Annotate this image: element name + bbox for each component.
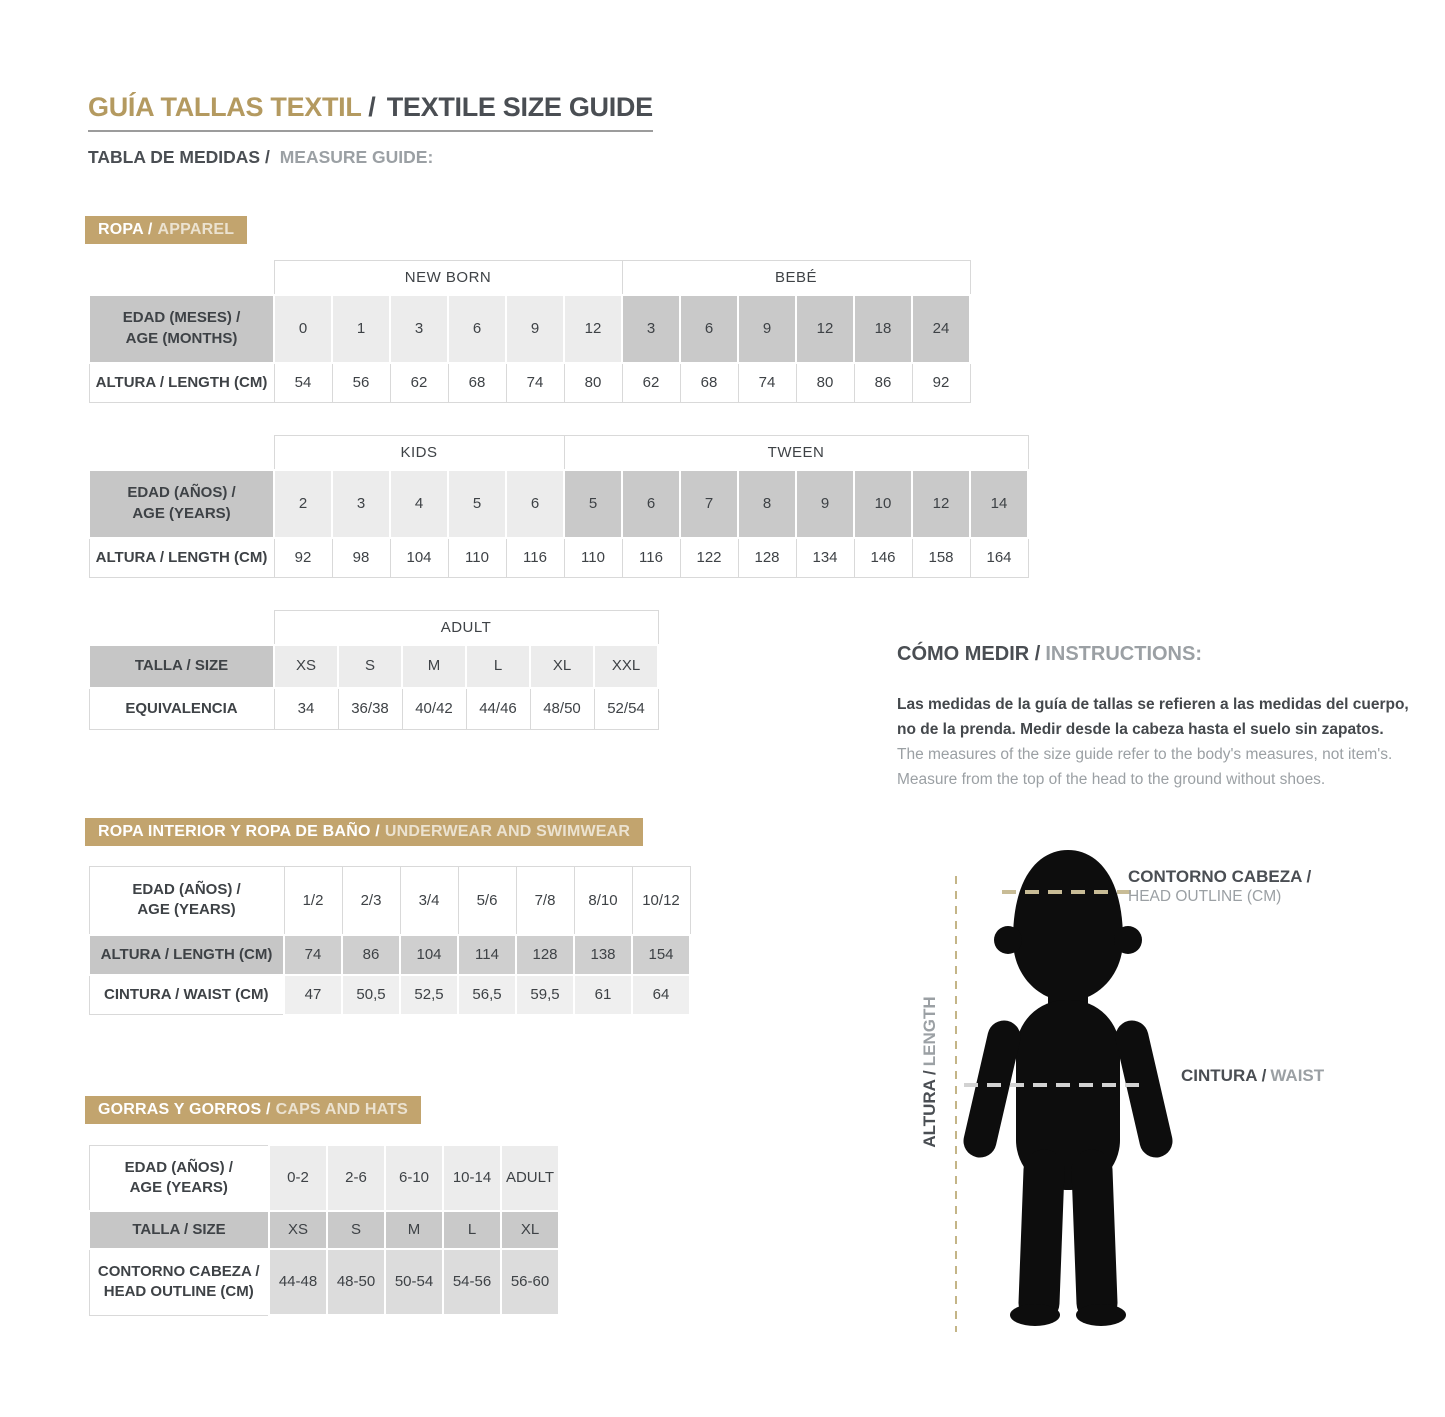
age-cell: 0-2 [269, 1145, 327, 1211]
age-cell: 9 [506, 295, 564, 363]
group-header-tween: TWEEN [564, 436, 1028, 470]
age-row-label [89, 867, 284, 935]
table-row [89, 538, 1028, 578]
age-label-en: AGE (YEARS) [137, 901, 236, 919]
underwear-table [88, 866, 691, 1016]
head-outline-cell: 50-54 [385, 1249, 443, 1315]
equivalence-cell: 48/50 [530, 688, 594, 730]
size-cell: L [466, 645, 530, 688]
equivalence-cell: 36/38 [338, 688, 402, 730]
length-cell: 80 [796, 363, 854, 403]
table-row [89, 611, 658, 645]
size-cell: XS [269, 1211, 327, 1249]
age-cell: 24 [912, 295, 970, 363]
age-row-label [89, 1145, 269, 1211]
waist-cell: 52,5 [400, 975, 458, 1015]
waist-measure-label [1181, 1066, 1324, 1086]
age-cell: 2-6 [327, 1145, 385, 1211]
waist-label-en: WAIST [1270, 1066, 1325, 1085]
spacer-cell [89, 611, 274, 645]
page-title [88, 92, 653, 132]
table-row [89, 975, 690, 1015]
underwear-badge-es: ROPA INTERIOR Y ROPA DE BAÑO / [98, 823, 380, 840]
age-cell: 9 [796, 470, 854, 538]
head-outline-row-label [89, 1249, 269, 1315]
apparel-baby-table [88, 260, 971, 403]
table-row [89, 645, 658, 688]
page-title-slash: / [368, 92, 376, 122]
equivalence-cell: 34 [274, 688, 338, 730]
length-cell: 68 [448, 363, 506, 403]
length-cell: 68 [680, 363, 738, 403]
head-outline-label-es: CONTORNO CABEZA / [97, 1263, 260, 1280]
age-cell: 3/4 [400, 867, 458, 935]
age-label-es: EDAD (AÑOS) / [124, 1158, 233, 1176]
length-cell: 86 [342, 935, 400, 975]
underwear-section-badge [85, 818, 643, 846]
length-cell: 116 [506, 538, 564, 578]
age-cell: 3 [622, 295, 680, 363]
age-cell: 8/10 [574, 867, 632, 935]
age-cell: 12 [564, 295, 622, 363]
table-row [89, 295, 970, 363]
size-cell: M [402, 645, 466, 688]
table-row [89, 1249, 559, 1315]
instructions-text [897, 692, 1445, 792]
waist-cell: 50,5 [342, 975, 400, 1015]
table-row [89, 688, 658, 730]
size-cell: S [338, 645, 402, 688]
length-cell: 138 [574, 935, 632, 975]
age-cell: 5 [564, 470, 622, 538]
age-label-es: EDAD (AÑOS) / [132, 881, 241, 898]
instructions-line-en-2: Measure from the top of the head to the ground without shoes. [897, 771, 1326, 788]
height-label-en: LENGTH [920, 996, 939, 1067]
table-row [89, 470, 1028, 538]
height-measure-label [920, 987, 940, 1157]
length-row-label: ALTURA / LENGTH (CM) [89, 538, 274, 578]
table-row [89, 261, 970, 295]
instructions-heading-es: CÓMO MEDIR / [897, 643, 1041, 665]
caps-badge-en: CAPS AND HATS [275, 1101, 409, 1118]
baby-silhouette [940, 845, 1200, 1335]
age-cell: 10 [854, 470, 912, 538]
instructions-heading [897, 643, 1445, 666]
page-title-en: TEXTILE SIZE GUIDE [386, 92, 653, 122]
age-label-es: EDAD (AÑOS) / [127, 484, 236, 502]
length-cell: 74 [738, 363, 796, 403]
waist-cell: 64 [632, 975, 690, 1015]
table-row [89, 1145, 559, 1211]
age-cell: 3 [332, 470, 390, 538]
caps-section-badge [85, 1096, 421, 1124]
length-cell: 104 [390, 538, 448, 578]
age-cell: 2 [274, 470, 332, 538]
table-row [89, 935, 690, 975]
page-subtitle-en: MEASURE GUIDE: [279, 147, 434, 167]
equivalence-row-label: EQUIVALENCIA [89, 688, 274, 730]
size-cell: XL [530, 645, 594, 688]
length-row-label: ALTURA / LENGTH (CM) [89, 363, 274, 403]
age-cell: 14 [970, 470, 1028, 538]
age-cell: 12 [912, 470, 970, 538]
age-cell: 18 [854, 295, 912, 363]
instructions-line-en-1: The measures of the size guide refer to the body's measures, not item's. [897, 746, 1393, 763]
head-outline-cell: 44-48 [269, 1249, 327, 1315]
page-subtitle [88, 147, 433, 168]
equivalence-cell: 52/54 [594, 688, 658, 730]
length-cell: 80 [564, 363, 622, 403]
apparel-section-badge [85, 216, 247, 244]
group-header-kids: KIDS [274, 436, 564, 470]
age-cell: 12 [796, 295, 854, 363]
length-cell: 104 [400, 935, 458, 975]
age-label-en: AGE (MONTHS) [125, 329, 238, 347]
age-cell: 4 [390, 470, 448, 538]
length-cell: 74 [506, 363, 564, 403]
age-row-label [89, 470, 274, 538]
apparel-badge-en: APPAREL [157, 221, 235, 238]
age-row-label [89, 295, 274, 363]
age-cell: 7 [680, 470, 738, 538]
length-cell: 56 [332, 363, 390, 403]
instructions-line-es-1: Las medidas de la guía de tallas se refieren a las medidas del cuerpo, [897, 696, 1409, 713]
age-cell: 3 [390, 295, 448, 363]
length-cell: 114 [458, 935, 516, 975]
size-cell: S [327, 1211, 385, 1249]
length-cell: 92 [274, 538, 332, 578]
head-outline-cell: 54-56 [443, 1249, 501, 1315]
size-cell: XS [274, 645, 338, 688]
apparel-badge-es: ROPA / [98, 221, 153, 238]
baby-body-shape [980, 850, 1156, 1326]
head-outline-cell: 48-50 [327, 1249, 385, 1315]
table-row [89, 436, 1028, 470]
length-cell: 116 [622, 538, 680, 578]
age-cell: 6-10 [385, 1145, 443, 1211]
size-cell: L [443, 1211, 501, 1249]
age-label-en: AGE (YEARS) [132, 504, 231, 522]
head-outline-measure-label [1128, 866, 1311, 906]
waist-label-es: CINTURA / [1181, 1066, 1267, 1085]
length-cell: 154 [632, 935, 690, 975]
length-cell: 146 [854, 538, 912, 578]
age-cell: 2/3 [342, 867, 400, 935]
age-cell: 9 [738, 295, 796, 363]
spacer-cell [89, 261, 274, 295]
age-cell: 0 [274, 295, 332, 363]
length-cell: 134 [796, 538, 854, 578]
page-title-es: GUÍA TALLAS TEXTIL [88, 92, 362, 122]
waist-cell: 47 [284, 975, 342, 1015]
length-cell: 92 [912, 363, 970, 403]
instructions-line-es-2: no de la prenda. Medir desde la cabeza hasta el suelo sin zapatos. [897, 721, 1384, 738]
waist-cell: 56,5 [458, 975, 516, 1015]
age-label-es: EDAD (MESES) / [122, 309, 241, 327]
waist-cell: 61 [574, 975, 632, 1015]
table-row [89, 867, 690, 935]
length-cell: 86 [854, 363, 912, 403]
age-cell: 10/12 [632, 867, 690, 935]
age-cell: 6 [622, 470, 680, 538]
age-cell: 1 [332, 295, 390, 363]
length-cell: 158 [912, 538, 970, 578]
spacer-cell [89, 436, 274, 470]
length-cell: 110 [564, 538, 622, 578]
instructions-section [897, 643, 1445, 792]
size-cell: M [385, 1211, 443, 1249]
apparel-kids-table [88, 435, 1029, 578]
group-header-adult: ADULT [274, 611, 658, 645]
head-outline-label-en: HEAD OUTLINE (CM) [103, 1283, 254, 1301]
length-cell: 128 [738, 538, 796, 578]
apparel-adult-table [88, 610, 659, 730]
age-cell: 5/6 [458, 867, 516, 935]
length-cell: 110 [448, 538, 506, 578]
length-cell: 128 [516, 935, 574, 975]
page-subtitle-es: TABLA DE MEDIDAS / [88, 147, 270, 167]
size-row-label: TALLA / SIZE [89, 645, 274, 688]
age-cell: 5 [448, 470, 506, 538]
size-row-label: TALLA / SIZE [89, 1211, 269, 1249]
age-cell: 6 [448, 295, 506, 363]
age-cell: 6 [506, 470, 564, 538]
age-label-en: AGE (YEARS) [129, 1178, 228, 1196]
caps-table [88, 1144, 560, 1316]
length-cell: 164 [970, 538, 1028, 578]
length-row-label: ALTURA / LENGTH (CM) [89, 935, 284, 975]
equivalence-cell: 40/42 [402, 688, 466, 730]
length-cell: 62 [622, 363, 680, 403]
length-cell: 98 [332, 538, 390, 578]
equivalence-cell: 44/46 [466, 688, 530, 730]
group-header-newborn: NEW BORN [274, 261, 622, 295]
group-header-bebe: BEBÉ [622, 261, 970, 295]
age-cell: 8 [738, 470, 796, 538]
caps-badge-es: GORRAS Y GORROS / [98, 1101, 271, 1118]
length-cell: 62 [390, 363, 448, 403]
age-cell: 7/8 [516, 867, 574, 935]
waist-cell: 59,5 [516, 975, 574, 1015]
age-cell: 1/2 [284, 867, 342, 935]
age-cell: 10-14 [443, 1145, 501, 1211]
table-row [89, 1211, 559, 1249]
length-cell: 54 [274, 363, 332, 403]
age-cell: 6 [680, 295, 738, 363]
head-outline-label-en: HEAD OUTLINE (CM) [1128, 888, 1282, 905]
head-outline-cell: 56-60 [501, 1249, 559, 1315]
length-cell: 122 [680, 538, 738, 578]
table-row [89, 363, 970, 403]
height-label-es: ALTURA / [920, 1070, 939, 1148]
age-cell: ADULT [501, 1145, 559, 1211]
size-cell: XL [501, 1211, 559, 1249]
instructions-heading-en: INSTRUCTIONS: [1045, 643, 1203, 665]
length-cell: 74 [284, 935, 342, 975]
head-outline-label-es: CONTORNO CABEZA / [1128, 867, 1312, 886]
underwear-badge-en: UNDERWEAR AND SWIMWEAR [384, 823, 631, 840]
size-cell: XXL [594, 645, 658, 688]
waist-row-label: CINTURA / WAIST (CM) [89, 975, 284, 1015]
